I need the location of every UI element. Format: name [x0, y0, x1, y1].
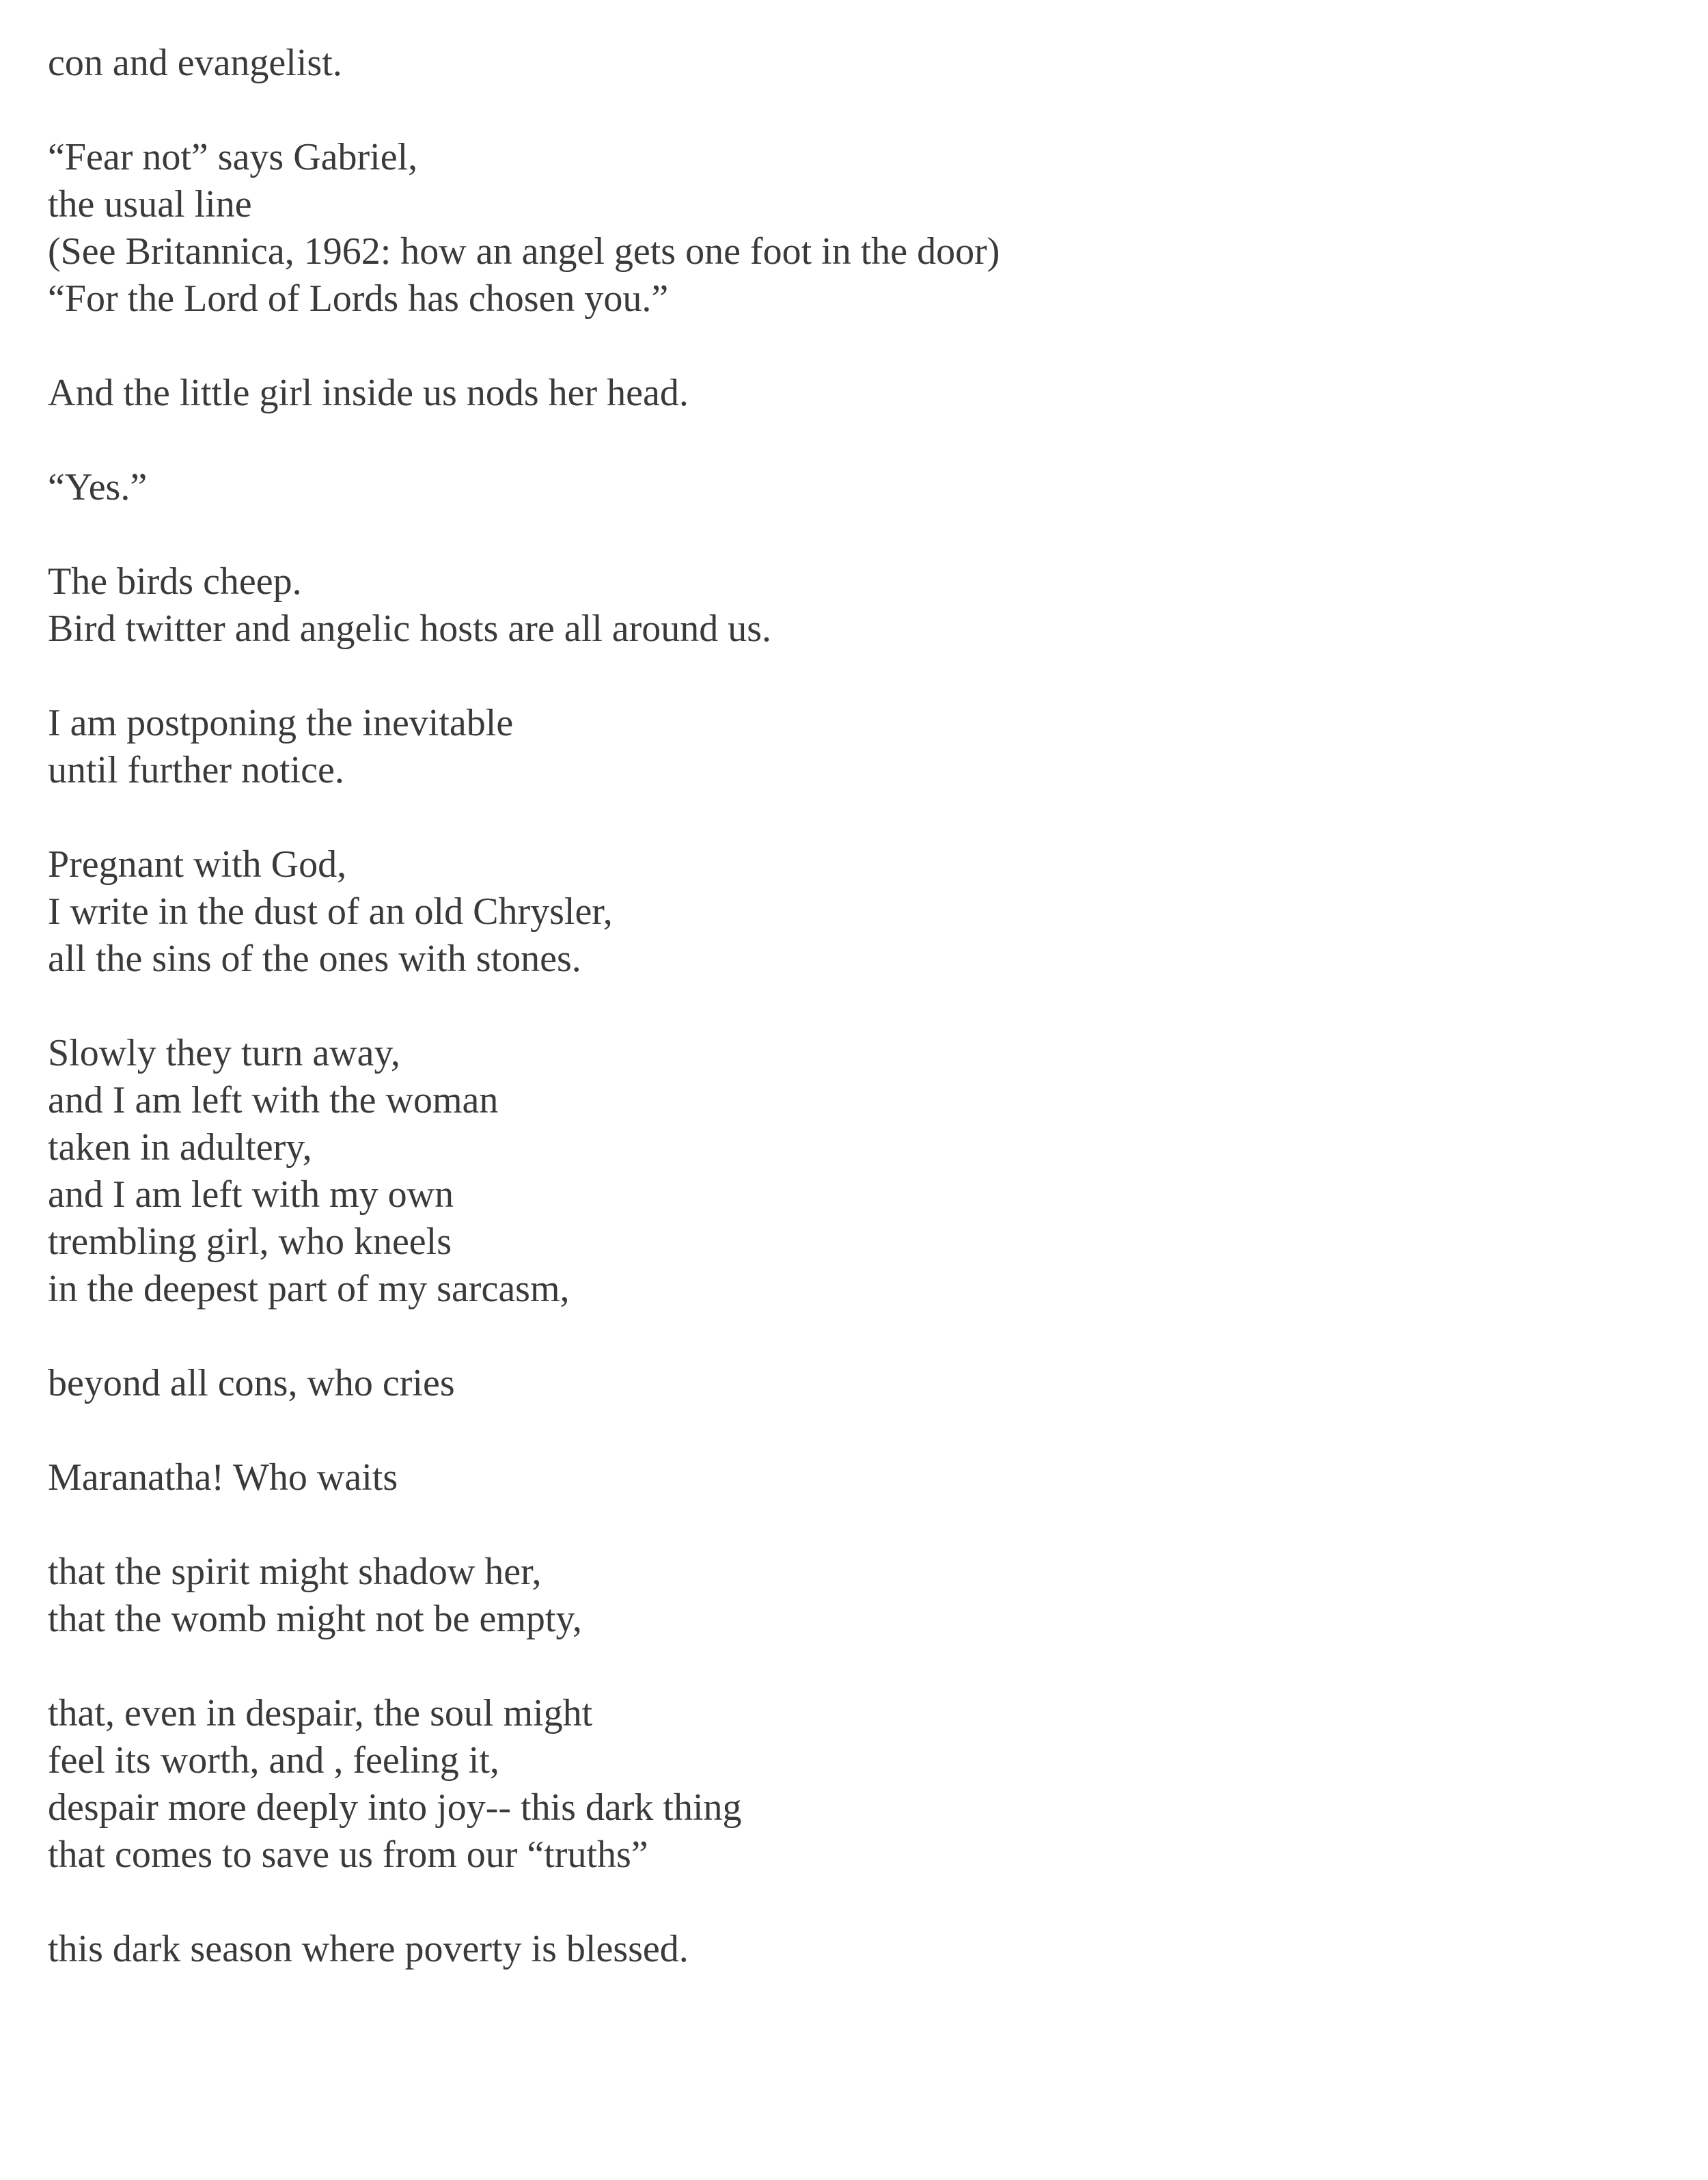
poem-line: in the deepest part of my sarcasm,	[48, 1268, 570, 1310]
poem-line: that the spirit might shadow her,	[48, 1551, 542, 1593]
poem-line: The birds cheep.	[48, 560, 302, 603]
poem-stanza	[48, 464, 1619, 511]
poem-line: Bird twitter and angelic hosts are all around us.	[48, 608, 772, 650]
poem-line: that the womb might not be empty,	[48, 1598, 582, 1640]
poem-body	[48, 40, 1619, 2020]
poem-line: this dark season where poverty is blessed.	[48, 1928, 689, 1970]
poem-stanza	[48, 1690, 1619, 1879]
poem-line: that, even in despair, the soul might	[48, 1692, 593, 1734]
poem-line: until further notice.	[48, 749, 344, 791]
poem-line: Slowly they turn away,	[48, 1032, 400, 1074]
poem-line: And the little girl inside us nods her head.	[48, 372, 689, 414]
poem-stanza	[48, 1030, 1619, 1313]
poem-line: I am postponing the inevitable	[48, 702, 514, 744]
poem-stanza	[48, 40, 1619, 87]
poem-stanza	[48, 370, 1619, 417]
poem-line: con and evangelist.	[48, 42, 342, 84]
poem-line: (See Britannica, 1962: how an angel gets one foot in the door)	[48, 230, 1000, 273]
poem-line: all the sins of the ones with stones.	[48, 938, 581, 980]
poem-line: that comes to save us from our “truths”	[48, 1834, 648, 1876]
poem-line: trembling girl, who kneels	[48, 1221, 452, 1263]
poem-stanza	[48, 1549, 1619, 1643]
poem-stanza	[48, 134, 1619, 323]
poem-stanza	[48, 841, 1619, 983]
poem-line: despair more deeply into joy-- this dark thing	[48, 1786, 742, 1829]
poem-line: feel its worth, and , feeling it,	[48, 1739, 499, 1782]
poem-line: the usual line	[48, 183, 252, 226]
poem-stanza	[48, 558, 1619, 653]
poem-line: “Fear not” says Gabriel,	[48, 136, 418, 178]
poem-line: beyond all cons, who cries	[48, 1362, 455, 1404]
poem-line: “Yes.”	[48, 466, 148, 508]
poem-line: I write in the dust of an old Chrysler,	[48, 890, 613, 933]
poem-line: Pregnant with God,	[48, 843, 347, 886]
poem-line: and I am left with my own	[48, 1173, 454, 1216]
poem-line: Maranatha! Who waits	[48, 1456, 398, 1499]
poem-stanza	[48, 700, 1619, 794]
poem-stanza	[48, 1454, 1619, 1501]
poem-line: and I am left with the woman	[48, 1079, 499, 1121]
poem-line: taken in adultery,	[48, 1126, 312, 1169]
poem-line: “For the Lord of Lords has chosen you.”	[48, 277, 669, 320]
poem-stanza	[48, 1926, 1619, 1973]
poem-stanza	[48, 1360, 1619, 1407]
